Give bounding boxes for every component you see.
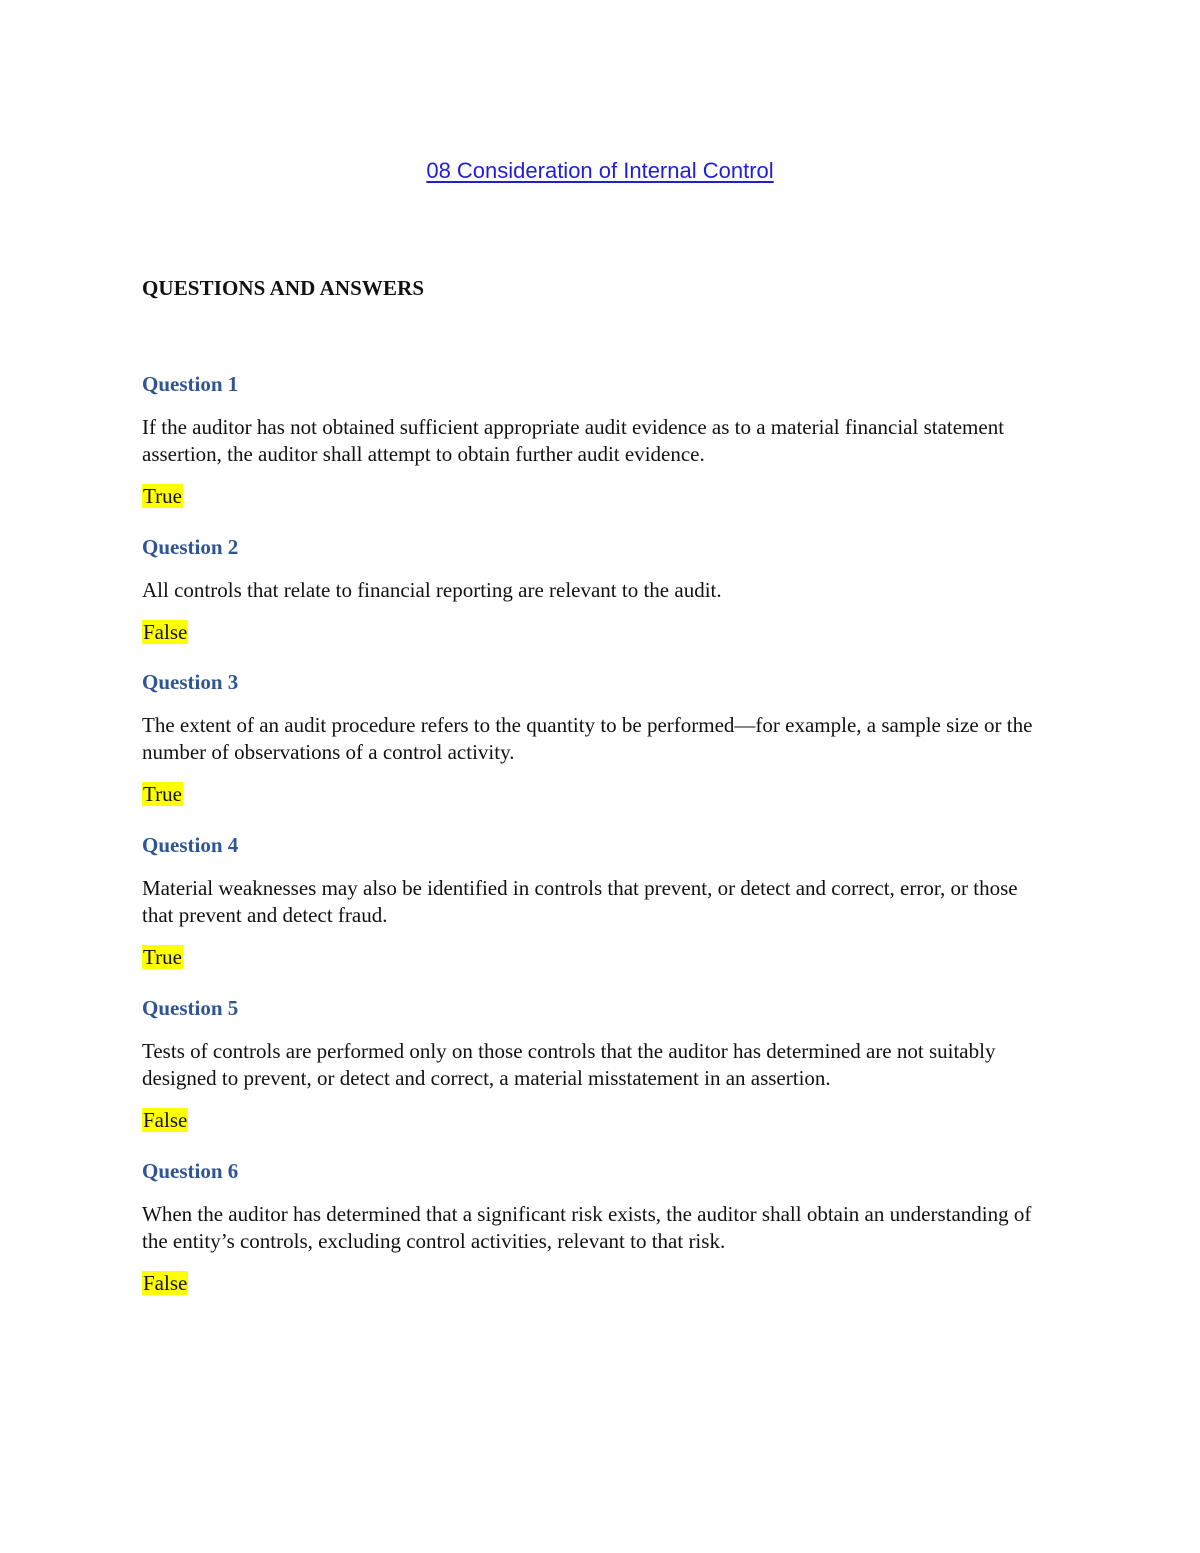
- question-label: Question 2: [142, 535, 239, 559]
- question-label: Question 3: [142, 670, 239, 694]
- question-item-3: [142, 668, 1062, 808]
- question-item-6: [142, 1157, 1062, 1297]
- answer-highlight: False: [143, 620, 188, 644]
- answer-highlight: True: [143, 782, 182, 806]
- document-title-link[interactable]: 08 Consideration of Internal Control: [426, 158, 774, 183]
- answer-line: [142, 1106, 1062, 1134]
- question-item-1: [142, 370, 1062, 510]
- answer-line: [142, 780, 1062, 808]
- answer-highlight: False: [143, 1108, 188, 1132]
- answer-highlight: True: [143, 945, 182, 969]
- answer-highlight: True: [143, 484, 182, 508]
- question-text: The extent of an audit procedure refers to the quantity to be performed—for example, a sample size or the number of observations of a control activity.: [142, 713, 1033, 764]
- question-label: Question 6: [142, 1159, 239, 1183]
- section-heading: QUESTIONS AND ANSWERS: [142, 276, 425, 300]
- question-label: Question 1: [142, 372, 239, 396]
- question-text: All controls that relate to financial reporting are relevant to the audit.: [142, 578, 722, 602]
- question-text: When the auditor has determined that a significant risk exists, the auditor shall obtain an understanding of the entity’s controls, excluding control activities, relevant to that risk.: [142, 1202, 1032, 1253]
- question-text: Tests of controls are performed only on those controls that the auditor has determined are not suitably designed to prevent, or detect and correct, a material misstatement in an assertion.: [142, 1039, 996, 1090]
- answer-line: [142, 1269, 1062, 1297]
- question-item-5: [142, 994, 1062, 1134]
- answer-line: [142, 618, 1062, 646]
- question-text: If the auditor has not obtained sufficient appropriate audit evidence as to a material financial statement assertion, the auditor shall attempt to obtain further audit evidence.: [142, 415, 1005, 466]
- answer-line: [142, 943, 1062, 971]
- question-item-4: [142, 831, 1062, 971]
- question-label: Question 4: [142, 833, 239, 857]
- answer-line: [142, 482, 1062, 510]
- question-text: Material weaknesses may also be identified in controls that prevent, or detect and correct, error, or those that prevent and detect fraud.: [142, 876, 1018, 927]
- question-label: Question 5: [142, 996, 239, 1020]
- answer-highlight: False: [143, 1271, 188, 1295]
- question-item-2: [142, 533, 1062, 646]
